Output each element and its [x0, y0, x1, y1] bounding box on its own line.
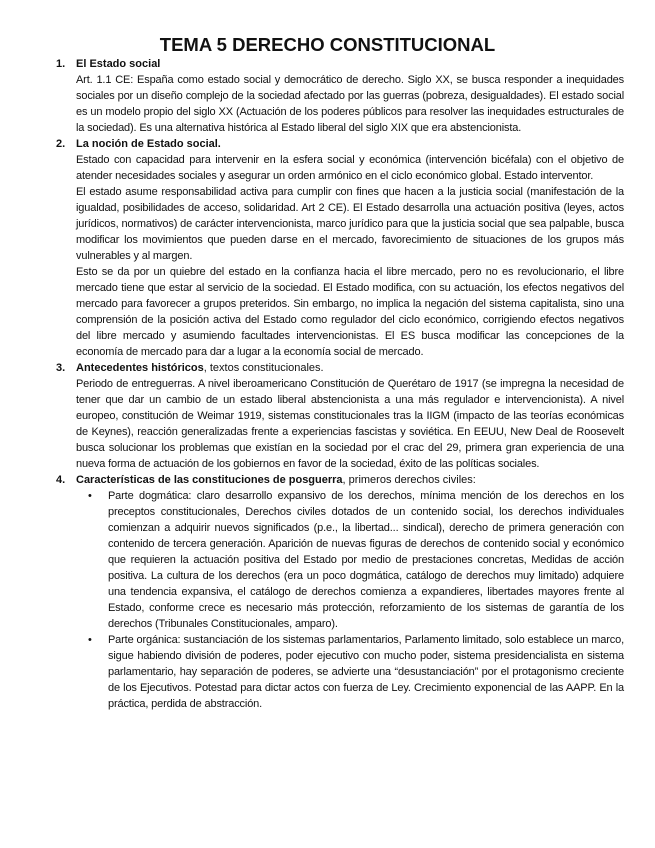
list-item — [88, 632, 624, 712]
section-number: 1. — [56, 58, 66, 70]
section-heading — [76, 472, 624, 488]
paragraph: El estado asume responsabilidad activa para cumplir con fines que hacen a la justicia social (manifestación de la igualdad, posibilidades de acceso, solidaridad. Art 2 CE). El Estado desarrolla una actuación positiva (leyes, actos jurídicos, normativos) de carácter intervencionista, marco jurídico para que la justicia social que sea palpable, busca modificar los movimientos que pueden darse en el mercado, favorecimiento de situaciones de los grupos más vulnerables y al margen. — [76, 186, 624, 262]
section-nocion-estado-social — [56, 136, 624, 360]
section-heading-rest: , textos constitucionales. — [203, 362, 324, 374]
section-estado-social — [56, 56, 624, 136]
document-body — [56, 56, 624, 712]
page-title: TEMA 5 DERECHO CONSTITUCIONAL — [159, 34, 496, 55]
bullet-text: Parte dogmática: claro desarrollo expansivo de los derechos, mínima mención de los derechos en los preceptos constitucionales, Derechos civiles dotados de un contenido social, los derechos individuales comienzan a adquirir nuevos significados (p.e., la libertad... sindical), derecho de primera generación con contenido de tercera generación. Aparición de nuevas figuras de derechos de contenido social y económico que requieren la actuación positiva del Estado por medio de prestaciones concretas, Medidas de acción positiva. La cultura de los derechos (era un poco dogmática, catálogo de derechos muy limitado) adquiere una tendencia expansiva, el catálogo de derechos comienza a expandieres, libertades mayores frente al Estado, conforme crece es necesario más protección, reforzamiento de los sistemas de garantía de los derechos (Tribunales Constitucionales, amparo). — [108, 490, 624, 630]
section-number: 3. — [56, 362, 66, 374]
paragraph: Periodo de entreguerras. A nivel iberoamericano Constitución de Querétaro de 1917 (se impregna la necesidad de tener que dar un cambio de un estado liberal abstencionista a una más regulador e intervencionista). A nivel europeo, constitución de Weimar 1919, sistemas constitucionales tras la IIGM (impacto de las teorías económicas de Keynes), reacción generalizadas frente a experiencias fascistas y soviética. En EEUU, New Deal de Roosevelt busca solucionar los problemas que existían en la sociedad por el crac del 29, primera gran experiencia de una nueva forma de actuación de los gobiernos en favor de la sociedad, éxito de las políticas sociales. — [76, 378, 624, 470]
section-antecedentes-historicos — [56, 360, 624, 472]
paragraph: Art. 1.1 CE: España como estado social y democrático de derecho. Siglo XX, se busca responder a inequidades sociales por un diseño complejo de la sociedad afectado por las guerras (pobreza, desigualdades). El estado social es un modelo propio del siglo XX (Actuación de los poderes públicos para resolver las inequidades estructurales de la sociedad). Es una alternativa histórica al Estado liberal del siglo XIX que era abstencionista. — [76, 74, 624, 134]
bullet-icon: • — [88, 490, 92, 502]
section-number: 4. — [56, 474, 66, 486]
section-number: 2. — [56, 138, 66, 150]
section-heading-bold: Antecedentes históricos — [76, 362, 204, 374]
bullet-text: Parte orgánica: sustanciación de los sistemas parlamentarios, Parlamento limitado, solo establece un marco, sigue habiendo división de poderes, poder ejecutivo con mucho poder, sistema presidencialista en sistema parlamentario, hay separación de poderes, se advierte una “desustanciación” por el protagonismo creciente de los Ejecutivos. Potestad para dictar actos con fuerza de Ley. Crecimiento exponencial de las AAPP. En la práctica, perdida de abstracción. — [108, 634, 624, 710]
section-heading-bold: Características de las constituciones de posguerra — [76, 474, 343, 486]
bullet-icon: • — [88, 634, 92, 646]
paragraph: Esto se da por un quiebre del estado en la confianza hacia el libre mercado, pero no es revolucionario, el libre mercado tiene que estar al servicio de la sociedad. El Estado modifica, con su actuación, los efectos negativos del mercado para favorecer a grupos preteridos. Sin embargo, no implica la negación del sistema capitalista, sino una comprensión de la posición activa del Estado como regulador del ciclo económico, corrigiendo efectos negativos del libre mercado y asumiendo facultades intervencionistas. El ES busca modificar las concepciones de la economía de mercado para dar a lugar a la economía social de mercado. — [76, 266, 624, 358]
paragraph: Estado con capacidad para intervenir en la esfera social y económica (intervención bicéfala) con el objetivo de atender necesidades sociales y asegurar un orden armónico en el ciclo económico global. Estado interventor. — [76, 154, 624, 182]
section-heading: El Estado social — [76, 58, 161, 70]
section-caracteristicas-posguerra — [56, 472, 624, 712]
section-heading — [76, 360, 624, 376]
section-heading-rest: , primeros derechos civiles: — [342, 474, 476, 486]
list-item — [88, 488, 624, 632]
bullet-list — [76, 488, 624, 712]
section-heading: La noción de Estado social. — [76, 138, 221, 150]
